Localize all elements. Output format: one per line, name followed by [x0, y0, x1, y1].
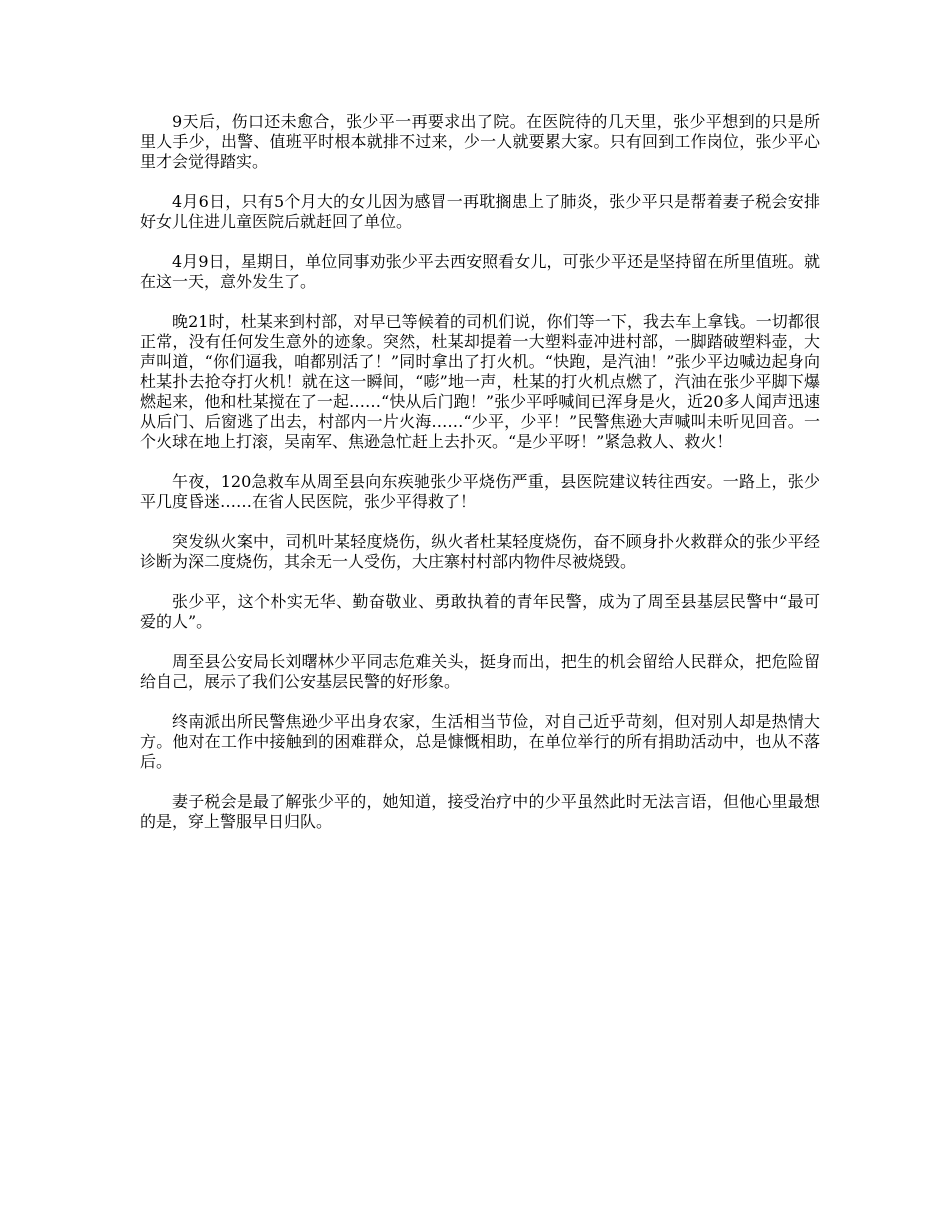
paragraph-3: 4月9日，星期日，单位同事劝张少平去西安照看女儿，可张少平还是坚持留在所里值班。就在这一天，意外发生了。 [140, 252, 820, 291]
paragraph-5: 午夜，120急救车从周至县向东疾驰张少平烧伤严重，县医院建议转往西安。一路上，张少平几度昏迷……在省人民医院，张少平得救了！ [140, 472, 820, 511]
paragraph-9: 终南派出所民警焦逊少平出身农家，生活相当节俭，对自己近乎苛刻，但对别人却是热情大方。他对在工作中接触到的困难群众，总是慷慨相助，在单位举行的所有捐助活动中，也从不落后。 [140, 712, 820, 771]
document-body [140, 112, 820, 832]
paragraph-6: 突发纵火案中，司机叶某轻度烧伤，纵火者杜某轻度烧伤，奋不顾身扑火救群众的张少平经诊断为深二度烧伤，其余无一人受伤，大庄寨村村部内物件尽被烧毁。 [140, 532, 820, 571]
paragraph-2: 4月6日，只有5个月大的女儿因为感冒一再耽搁患上了肺炎，张少平只是帮着妻子税会安排好女儿住进儿童医院后就赶回了单位。 [140, 192, 820, 231]
paragraph-4: 晚21时，杜某来到村部，对早已等候着的司机们说，你们等一下，我去车上拿钱。一切都很正常，没有任何发生意外的迹象。突然，杜某却提着一大塑料壶冲进村部，一脚踏破塑料壶，大声叫道，“你们逼我，咱都别活了！”同时拿出了打火机。“快跑，是汽油！”张少平边喊边起身向杜某扑去抢夺打火机！就在这一瞬间，“嘭”地一声，杜某的打火机点燃了，汽油在张少平脚下爆燃起来，他和杜某搅在了一起……“快从后门跑！”张少平呼喊间已浑身是火，近20多人闻声迅速从后门、后窗逃了出去，村部内一片火海……“少平，少平！”民警焦逊大声喊叫未听见回音。一个火球在地上打滚，吴南军、焦逊急忙赶上去扑灭。“是少平呀！”紧急救人、救火！ [140, 312, 820, 451]
paragraph-8: 周至县公安局长刘曙林少平同志危难关头，挺身而出，把生的机会留给人民群众，把危险留给自己，展示了我们公安基层民警的好形象。 [140, 652, 820, 691]
paragraph-1: 9天后，伤口还未愈合，张少平一再要求出了院。在医院待的几天里，张少平想到的只是所里人手少，出警、值班平时根本就排不过来，少一人就要累大家。只有回到工作岗位，张少平心里才会觉得踏实。 [140, 112, 820, 171]
paragraph-10: 妻子税会是最了解张少平的，她知道，接受治疗中的少平虽然此时无法言语，但他心里最想的是，穿上警服早日归队。 [140, 792, 820, 831]
paragraph-7: 张少平，这个朴实无华、勤奋敬业、勇敢执着的青年民警，成为了周至县基层民警中“最可爱的人”。 [140, 592, 820, 631]
